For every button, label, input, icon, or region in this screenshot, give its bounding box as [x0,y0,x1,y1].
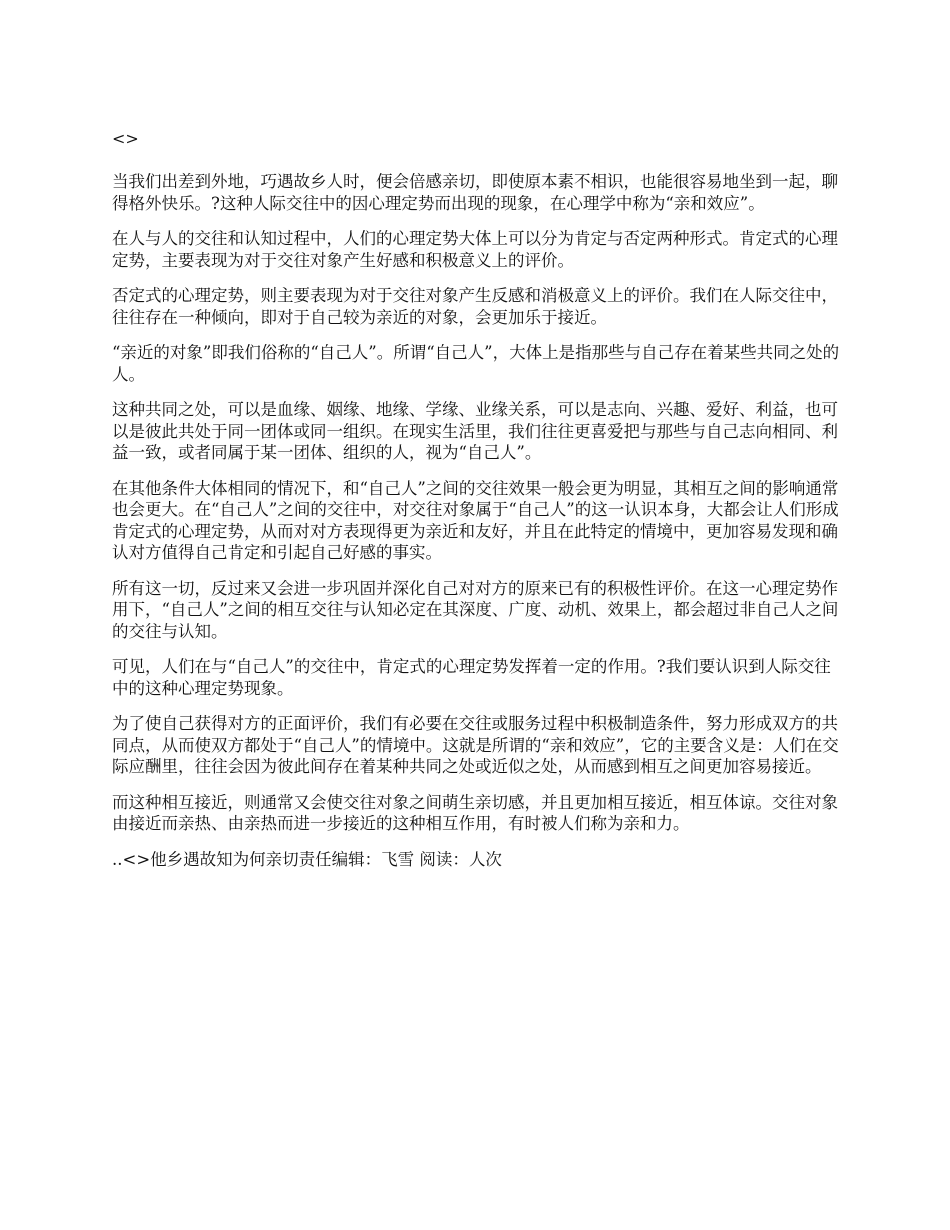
page-header: <> [112,129,139,148]
paragraph-10: 而这种相互接近，则通常又会使交往对象之间萌生亲切感，并且更加相互接近，相互体谅。交往对象由接近而亲热、由亲热而进一步接近的这种相互作用，有时被人们称为亲和力。 [112,792,838,833]
paragraph-1: 当我们出差到外地，巧遇故乡人时，便会倍感亲切，即使原本素不相识，也能很容易地坐到一起，聊得格外快乐。?这种人际交往中的因心理定势而出现的现象，在心理学中称为“亲和效应”。 [112,172,838,213]
paragraph-7: 所有这一切，反过来又会进一步巩固并深化自己对对方的原来已有的积极性评价。在这一心理定势作用下，“自己人”之间的相互交往与认知必定在其深度、广度、动机、效果上，都会超过非自己人之间的交往与认知。 [112,578,839,641]
paragraph-2: 在人与人的交往和认知过程中，人们的心理定势大体上可以分为肯定与否定两种形式。肯定式的心理定势，主要表现为对于交往对象产生好感和积极意义上的评价。 [112,229,838,270]
paragraph-9: 为了使自己获得对方的正面评价，我们有必要在交往或服务过程中积极制造条件，努力形成双方的共同点，从而使双方都处于“自己人”的情境中。这就是所谓的“亲和效应”，它的主要含义是：人们在交际应酬里，往往会因为彼此间存在着某种共同之处或近似之处，从而感到相互之间更加容易接近。 [112,714,839,776]
paragraph-3: 否定式的心理定势，则主要表现为对于交往对象产生反感和消极意义上的评价。我们在人际交往中，往往存在一种倾向，即对于自己较为亲近的对象，会更加乐于接近。 [112,286,838,327]
paragraph-4: “亲近的对象”即我们俗称的“自己人”。所谓“自己人”，大体上是指那些与自己存在着某些共同之处的人。 [112,343,840,384]
footer-editor-line: ..<>他乡遇故知为何亲切责任编辑：飞雪 阅读：人次 [112,849,502,869]
paragraph-8: 可见，人们在与“自己人”的交往中，肯定式的心理定势发挥着一定的作用。?我们要认识到人际交往中的这种心理定势现象。 [112,657,831,698]
paragraph-5: 这种共同之处，可以是血缘、姻缘、地缘、学缘、业缘关系，可以是志向、兴趣、爱好、利益，也可以是彼此共处于同一团体或同一组织。在现实生活里，我们往往更喜爱把与那些与自己志向相同、利益一致，或者同属于某一团体、组织的人，视为“自己人”。 [112,400,838,462]
paragraph-6: 在其他条件大体相同的情况下，和“自己人”之间的交往效果一般会更为明显，其相互之间的影响通常也会更大。在“自己人”之间的交往中，对交往对象属于“自己人”的这一认识本身，大都会让人们形成肯定式的心理定势，从而对对方表现得更为亲近和友好，并且在此特定的情境中，更加容易发现和确认对方值得自己肯定和引起自己好感的事实。 [112,478,839,562]
